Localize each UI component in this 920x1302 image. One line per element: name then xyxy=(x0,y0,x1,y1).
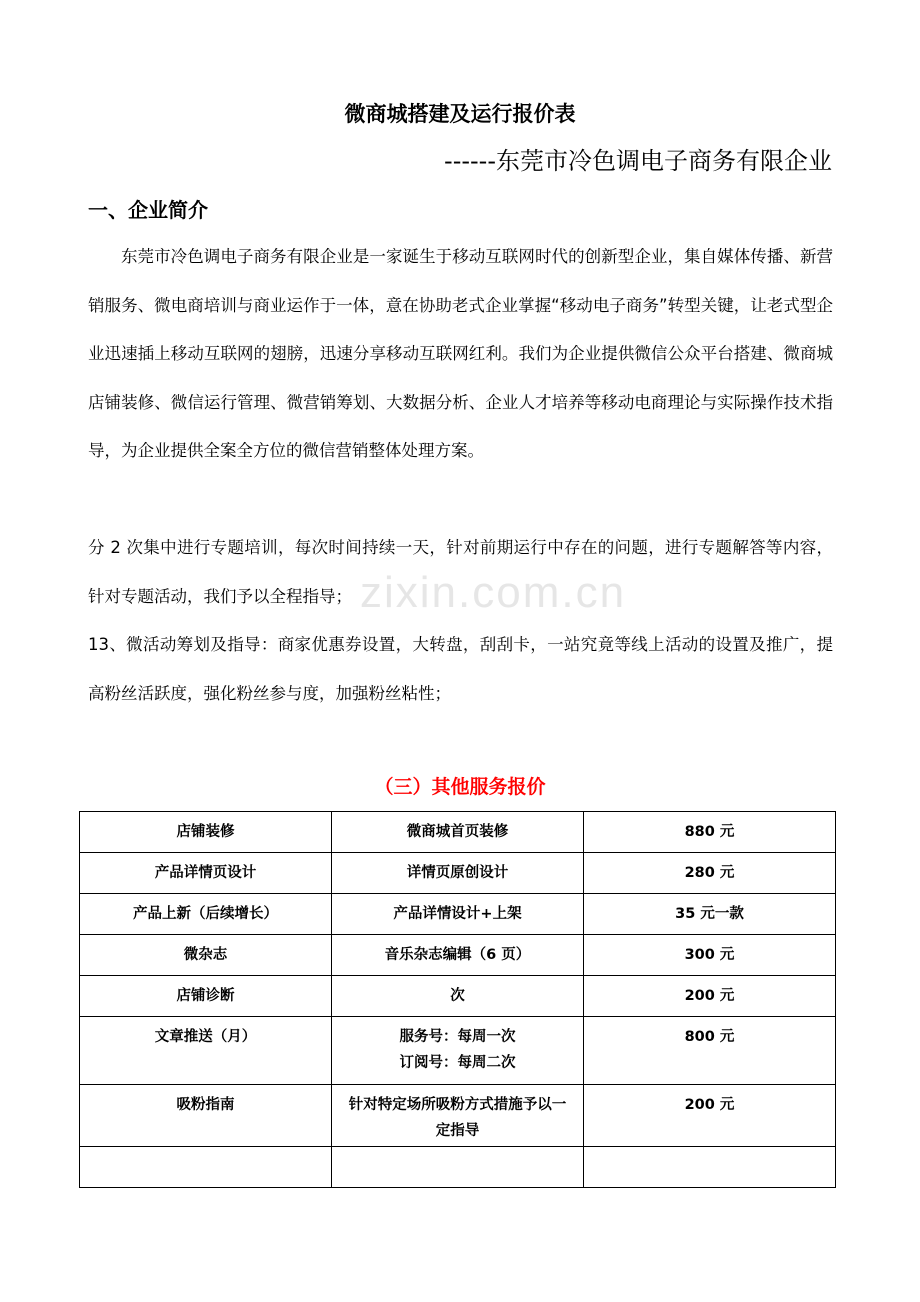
table-row xyxy=(80,1017,836,1085)
table-row xyxy=(80,1085,836,1147)
table-cell-price: 200 元 xyxy=(584,1085,836,1147)
table-cell-price: 200 元 xyxy=(584,976,836,1017)
table-cell-item: 文章推送（月） xyxy=(80,1017,332,1085)
table-row-empty xyxy=(80,1147,836,1188)
activity-paragraph: 13、微活动筹划及指导：商家优惠券设置，大转盘，刮刮卡，一站究竟等线上活动的设置及推广，提高粉丝活跃度，强化粉丝参与度，加强粉丝粘性； xyxy=(88,635,833,703)
table-cell-item: 吸粉指南 xyxy=(80,1085,332,1147)
price-table xyxy=(79,811,836,1188)
table-row xyxy=(80,812,836,853)
price-table-title: （三）其他服务报价 xyxy=(374,776,546,798)
section-heading-company-intro: 一、企业简介 xyxy=(88,198,208,222)
table-cell-empty xyxy=(332,1147,584,1188)
table-cell-item: 产品详情页设计 xyxy=(80,853,332,894)
table-cell-price: 280 元 xyxy=(584,853,836,894)
table-cell-detail xyxy=(332,1017,584,1085)
watermark: zixin.com.cn xyxy=(360,568,627,617)
table-cell-item: 产品上新（后续增长） xyxy=(80,894,332,935)
table-cell-detail: 微商城首页装修 xyxy=(332,812,584,853)
table-cell-price: 300 元 xyxy=(584,935,836,976)
table-cell-item: 店铺诊断 xyxy=(80,976,332,1017)
table-row xyxy=(80,976,836,1017)
detail-line: 服务号：每周一次 xyxy=(399,1029,516,1045)
table-cell-detail: 次 xyxy=(332,976,584,1017)
table-cell-detail: 音乐杂志编辑（6 页） xyxy=(332,935,584,976)
table-cell-item: 微杂志 xyxy=(80,935,332,976)
table-cell-price: 800 元 xyxy=(584,1017,836,1085)
detail-line: 订阅号：每周二次 xyxy=(399,1055,516,1071)
document-title: 微商城搭建及运行报价表 xyxy=(344,102,576,126)
table-cell-empty xyxy=(80,1147,332,1188)
table-row xyxy=(80,853,836,894)
training-paragraph: 分 2 次集中进行专题培训，每次时间持续一天，针对前期运行中存在的问题，进行专题解答等内容，针对专题活动，我们予以全程指导； xyxy=(88,538,833,606)
table-row xyxy=(80,935,836,976)
table-cell-detail: 详情页原创设计 xyxy=(332,853,584,894)
table-cell-price: 880 元 xyxy=(584,812,836,853)
table-cell-detail: 产品详情设计+上架 xyxy=(332,894,584,935)
table-cell-price: 35 元一款 xyxy=(584,894,836,935)
table-cell-empty xyxy=(584,1147,836,1188)
table-row xyxy=(80,894,836,935)
company-intro-paragraph: 东莞市冷色调电子商务有限企业是一家诞生于移动互联网时代的创新型企业，集自媒体传播、新营销服务、微电商培训与商业运作于一体，意在协助老式企业掌握“移动电子商务”转型关键，让老式型企业迅速插上移动互联网的翅膀，迅速分享移动互联网红利。我们为企业提供微信公众平台搭建、微商城店铺装修、微信运行管理、微营销筹划、大数据分析、企业人才培养等移动电商理论与实际操作技术指导，为企业提供全案全方位的微信营销整体处理方案。 xyxy=(88,247,833,460)
company-subtitle: ------东莞市冷色调电子商务有限企业 xyxy=(444,147,832,175)
table-cell-item: 店铺装修 xyxy=(80,812,332,853)
table-cell-detail: 针对特定场所吸粉方式措施予以一定指导 xyxy=(332,1085,584,1147)
